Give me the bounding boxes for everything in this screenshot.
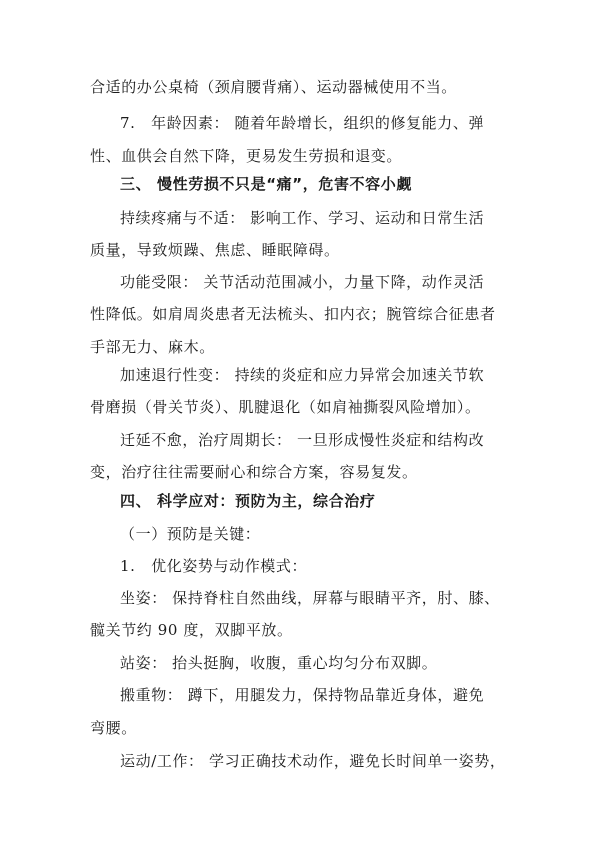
text-line: 性降低。如肩周炎患者无法梳头、扣内衣；腕管综合征患者	[90, 305, 496, 323]
text-line: 7. 年龄因素： 随着年龄增长，组织的修复能力、弹	[120, 114, 485, 132]
text-line: 加速退行性变： 持续的炎症和应力异常会加速关节软	[120, 366, 485, 384]
subsection-heading: （一）预防是关键：	[120, 525, 261, 543]
text-line: 运动/工作： 学习正确技术动作，避免长时间单一姿势，	[120, 752, 506, 770]
text-line: 弯腰。	[90, 719, 137, 737]
text-line: 髋关节约 90 度，双脚平放。	[90, 621, 293, 639]
text-line: 持续疼痛与不适： 影响工作、学习、运动和日常生活	[120, 209, 485, 227]
text-line: 合适的办公桌椅（颈肩腰背痛）、运动器械使用不当。	[90, 78, 457, 96]
text-line: 骨磨损（骨关节炎）、肌腱退化（如肩袖撕裂风险增加）。	[90, 398, 481, 416]
section-heading: 三、 慢性劳损不只是“痛”，危害不容小觑	[120, 175, 412, 193]
section-heading: 四、 科学应对：预防为主，综合治疗	[120, 492, 376, 510]
numbered-item: 1. 优化姿势与动作模式：	[120, 557, 308, 575]
text-line: 手部无力、麻木。	[90, 338, 215, 356]
text-line: 搬重物： 蹲下，用腿发力，保持物品靠近身体，避免	[120, 686, 485, 704]
text-line: 迁延不愈，治疗周期长： 一旦形成慢性炎症和结构改	[120, 431, 485, 449]
text-line: 质量，导致烦躁、焦虑、睡眠障碍。	[90, 241, 340, 259]
text-line: 坐姿： 保持脊柱自然曲线，屏幕与眼睛平齐，肘、膝、	[120, 589, 500, 607]
text-line: 站姿： 抬头挺胸，收腹，重心均匀分布双脚。	[120, 654, 438, 672]
text-line: 性、血供会自然下降，更易发生劳损和退变。	[90, 147, 403, 165]
text-line: 变，治疗往往需要耐心和综合方案，容易复发。	[90, 463, 418, 481]
text-line: 功能受限： 关节活动范围减小，力量下降，动作灵活	[120, 273, 485, 291]
